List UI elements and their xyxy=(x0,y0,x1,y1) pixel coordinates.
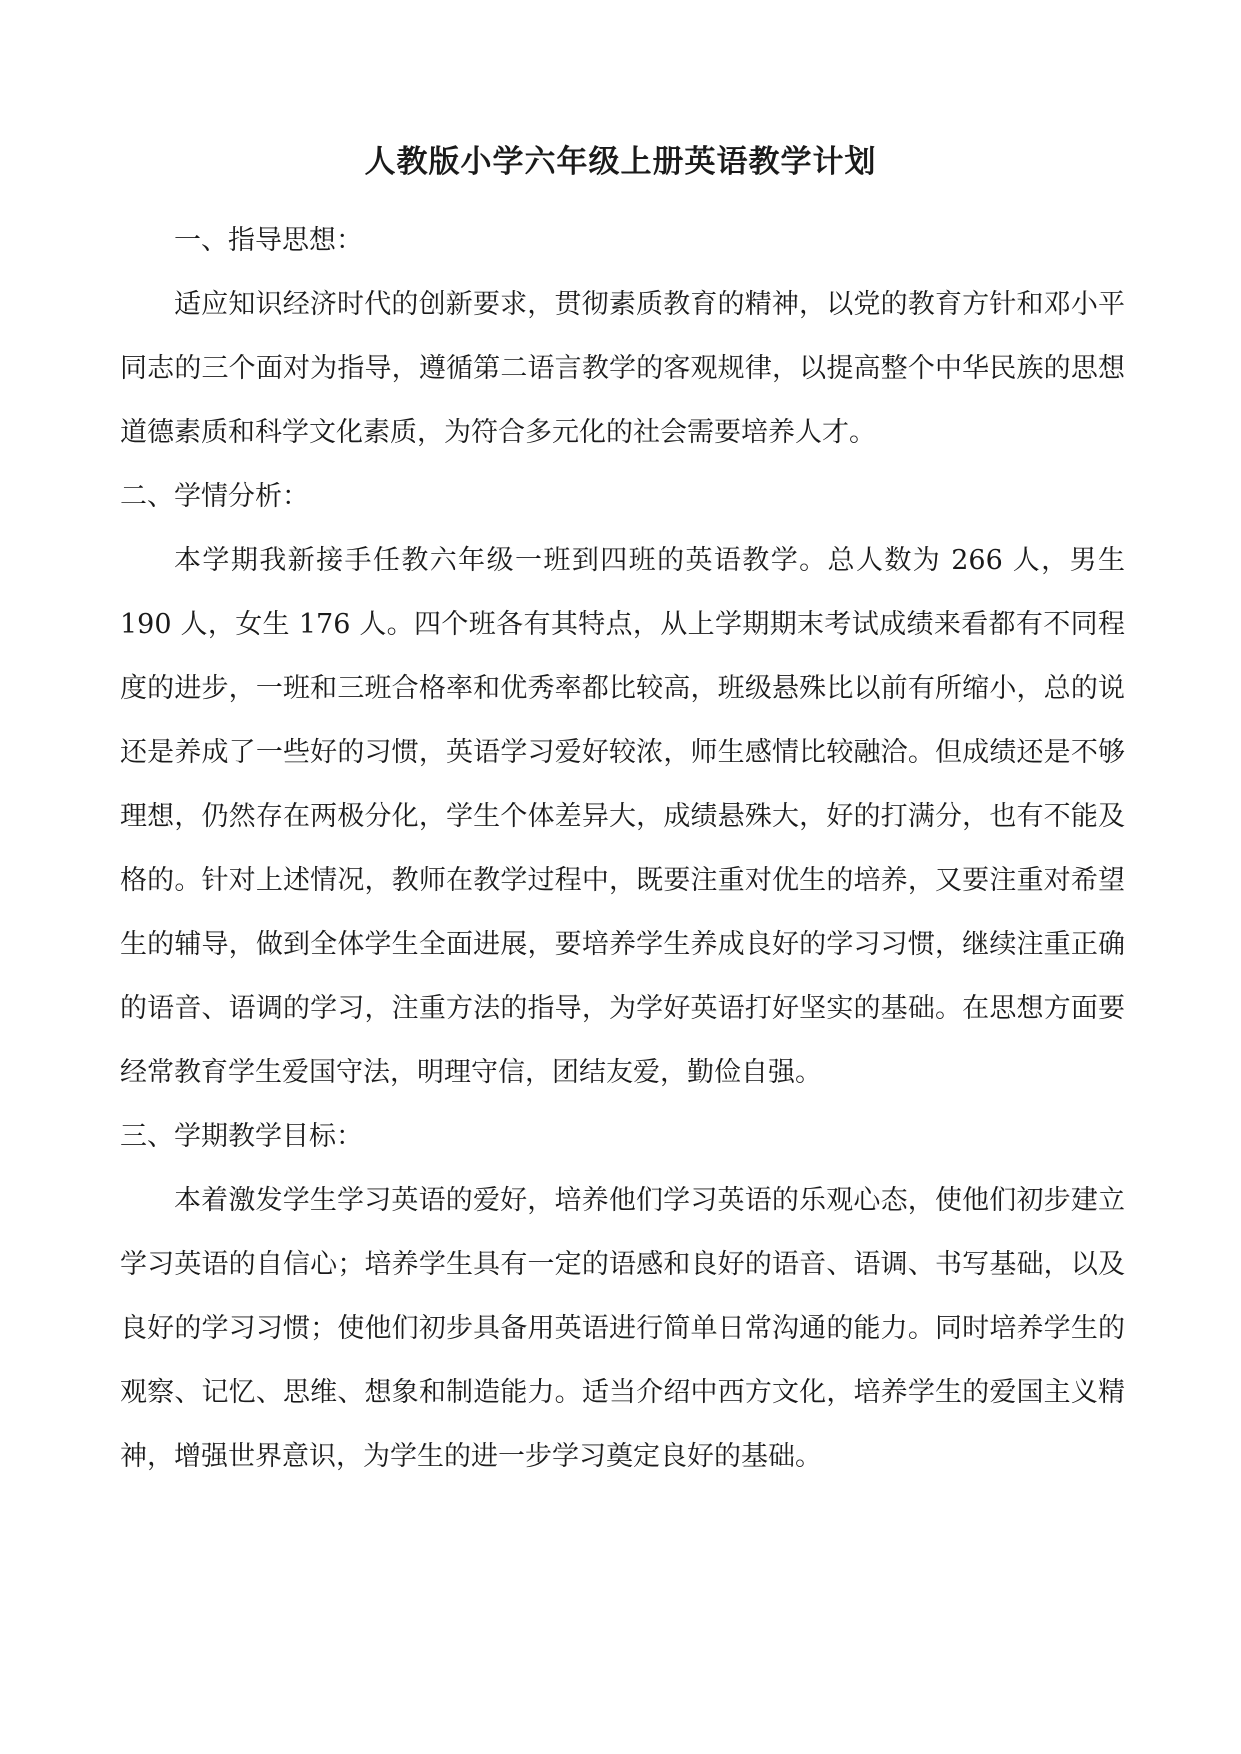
section-paragraph-student-analysis: 本学期我新接手任教六年级一班到四班的英语教学。总人数为 266 人，男生 190 人，女生 176 人。四个班各有其特点，从上学期期末考试成绩来看都有不同程度的进步，一班和三班合格率和优秀率都比较高，班级悬殊比以前有所缩小，总的说还是养成了一些好的习惯，英语学习爱好较浓，师生感情比较融洽。但成绩还是不够理想，仍然存在两极分化，学生个体差异大，成绩悬殊大，好的打满分，也有不能及格的。针对上述情况，教师在教学过程中，既要注重对优生的培养，又要注重对希望生的辅导，做到全体学生全面进展，要培养学生养成良好的学习习惯，继续注重正确的语音、语调的学习，注重方法的指导，为学好英语打好坚实的基础。在思想方面要经常教育学生爱国守法，明理守信，团结友爱，勤俭自强。 xyxy=(120,545,1125,1088)
section-paragraph-teaching-goals: 本着激发学生学习英语的爱好，培养他们学习英语的乐观心态，使他们初步建立学习英语的自信心；培养学生具有一定的语感和良好的语音、语调、书写基础，以及良好的学习习惯；使他们初步具备用英语进行简单日常沟通的能力。同时培养学生的观察、记忆、思维、想象和制造能力。适当介绍中西方文化，培养学生的爱国主义精神，增强世界意识，为学生的进一步学习奠定良好的基础。 xyxy=(120,1185,1125,1472)
section-heading-teaching-goals: 三、学期教学目标： xyxy=(120,1121,363,1152)
document-title: 人教版小学六年级上册英语教学计划 xyxy=(364,144,877,180)
document-body xyxy=(120,209,1125,1489)
section-heading-guiding-ideology: 一、指导思想： xyxy=(174,225,363,256)
section-paragraph-guiding-ideology: 适应知识经济时代的创新要求，贯彻素质教育的精神，以党的教育方针和邓小平同志的三个面对为指导，遵循第二语言教学的客观规律，以提高整个中华民族的思想道德素质和科学文化素质，为符合多元化的社会需要培养人才。 xyxy=(120,289,1125,448)
section-heading-student-analysis: 二、学情分析： xyxy=(120,481,309,512)
